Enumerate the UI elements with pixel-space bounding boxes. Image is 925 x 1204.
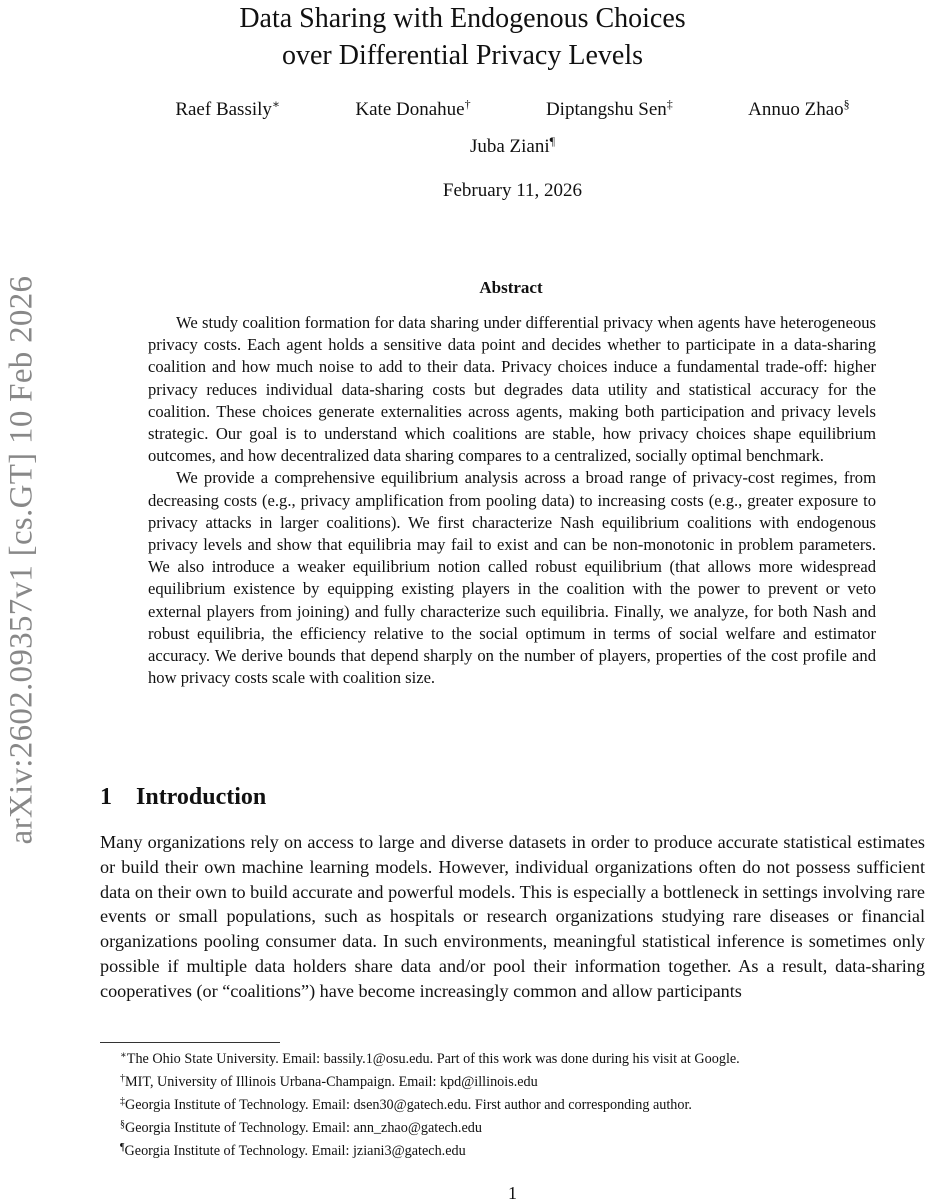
author-footnote-mark: ∗ (271, 97, 281, 111)
footnote (120, 1138, 925, 1161)
abstract-paragraph: We provide a comprehensive equilibrium analysis across a broad range of privacy-cost regimes, from decreasing costs (e.g., privacy amplification from pooling data) to increasing costs (e.g., greater exposure to privacy attacks in larger coalitions). We first characterize Nash equilibrium coalitions with endogenous privacy levels and show that equilibria may fail to exist and can be non-monotonic in problem parameters. We also introduce a weaker equilibrium notion called robust equilibrium (that allows more widespread equilibrium existence by equipping existing players in the coalition with the power to prevent or veto external players from joining) and fully characterize such equilibria. Finally, we analyze, for both Nash and robust equilibria, the efficiency relative to the social optimum in terms of social welfare and estimator accuracy. We derive bounds that depend sharply on the number of players, properties of the cost profile and how privacy costs scale with coalition size. (148, 468, 876, 688)
title-line-2: over Differential Privacy Levels (281, 40, 643, 71)
author-list (100, 97, 925, 121)
section-number: 1 (100, 784, 112, 810)
author (355, 97, 470, 121)
footnote-divider (100, 1042, 280, 1043)
author (748, 97, 850, 121)
footnote-text: Georgia Institute of Technology. Email: ann_zhao@gatech.edu (125, 1120, 482, 1136)
arxiv-identifier-text: arXiv:2602.09357v1 [cs.GT] 10 Feb 2026 (3, 275, 40, 845)
paper-title (0, 0, 925, 74)
author-footnote-mark: ‡ (666, 97, 673, 111)
author-footnote-mark: † (464, 97, 471, 111)
abstract-paragraph: We study coalition formation for data sharing under differential privacy when agents have heterogeneous privacy costs. Each agent holds a sensitive data point and decides whether to participate in a data-sharing coalition and how much noise to add to their data. Privacy choices induce a fundamental trade-off: higher privacy reduces individual data-sharing costs but degrades data utility and statistical accuracy for the coalition. These choices generate externalities across agents, making both participation and privacy levels strategic. Our goal is to understand which coalitions are stable, how privacy choices shape equilibrium outcomes, and how decentralized data sharing compares to a centralized, socially optimal benchmark. (148, 313, 876, 466)
title-line-1: Data Sharing with Endogenous Choices (239, 3, 686, 34)
footnote-text: Georgia Institute of Technology. Email: dsen30@gatech.edu. First author and corresponding author. (125, 1097, 692, 1113)
page-number: 1 (508, 1183, 517, 1203)
author-name: Diptangshu Sen (545, 99, 667, 120)
footnote (120, 1092, 925, 1115)
intro-paragraph: Many organizations rely on access to large and diverse datasets in order to produce accurate statistical estimates or build their own machine learning models. However, individual organizations often do not possess sufficient data on their own to build accurate and powerful models. This is especially a bottleneck in settings involving rare events or small populations, such as hospitals or research organizations studying rare diseases or financial organizations pooling consumer data. In such environments, meaningful statistical inference is sometimes only possible if multiple data holders share data and/or pool their information together. As a result, data-sharing cooperatives (or “coalitions”) have become increasingly common and allow participants (100, 832, 925, 1001)
author-name: Kate Donahue (355, 99, 465, 120)
section-heading (100, 784, 266, 811)
footnote-text: The Ohio State University. Email: bassily.1@osu.edu. Part of this work was done during his visit at Google. (126, 1051, 740, 1067)
author (546, 97, 673, 121)
footnote-mark: ∗ (120, 1050, 127, 1061)
footnotes (120, 1046, 925, 1161)
footnote (120, 1069, 925, 1092)
footnote-text: MIT, University of Illinois Urbana-Champaign. Email: kpd@illinois.edu (125, 1074, 538, 1090)
footnote-mark: ¶ (120, 1142, 125, 1153)
footnote (120, 1115, 925, 1138)
footnote-text: Georgia Institute of Technology. Email: jziani3@gatech.edu (124, 1143, 466, 1159)
footnote-mark: § (120, 1119, 125, 1130)
abstract-body (148, 312, 876, 689)
section-title: Introduction (136, 784, 267, 810)
author-name: Annuo Zhao (748, 99, 844, 120)
author-footnote-mark: ¶ (549, 134, 556, 148)
abstract-heading: Abstract (479, 278, 543, 297)
author-footnote-mark: § (843, 97, 850, 111)
author (0, 134, 925, 158)
author-name: Juba Ziani (469, 136, 550, 157)
footnote (120, 1046, 925, 1069)
footnote-mark: ‡ (120, 1096, 125, 1107)
footnote-mark: † (120, 1073, 125, 1084)
author-name: Raef Bassily (175, 99, 272, 120)
publication-date: February 11, 2026 (442, 180, 583, 201)
author (175, 97, 280, 121)
arxiv-identifier (2, 240, 42, 880)
